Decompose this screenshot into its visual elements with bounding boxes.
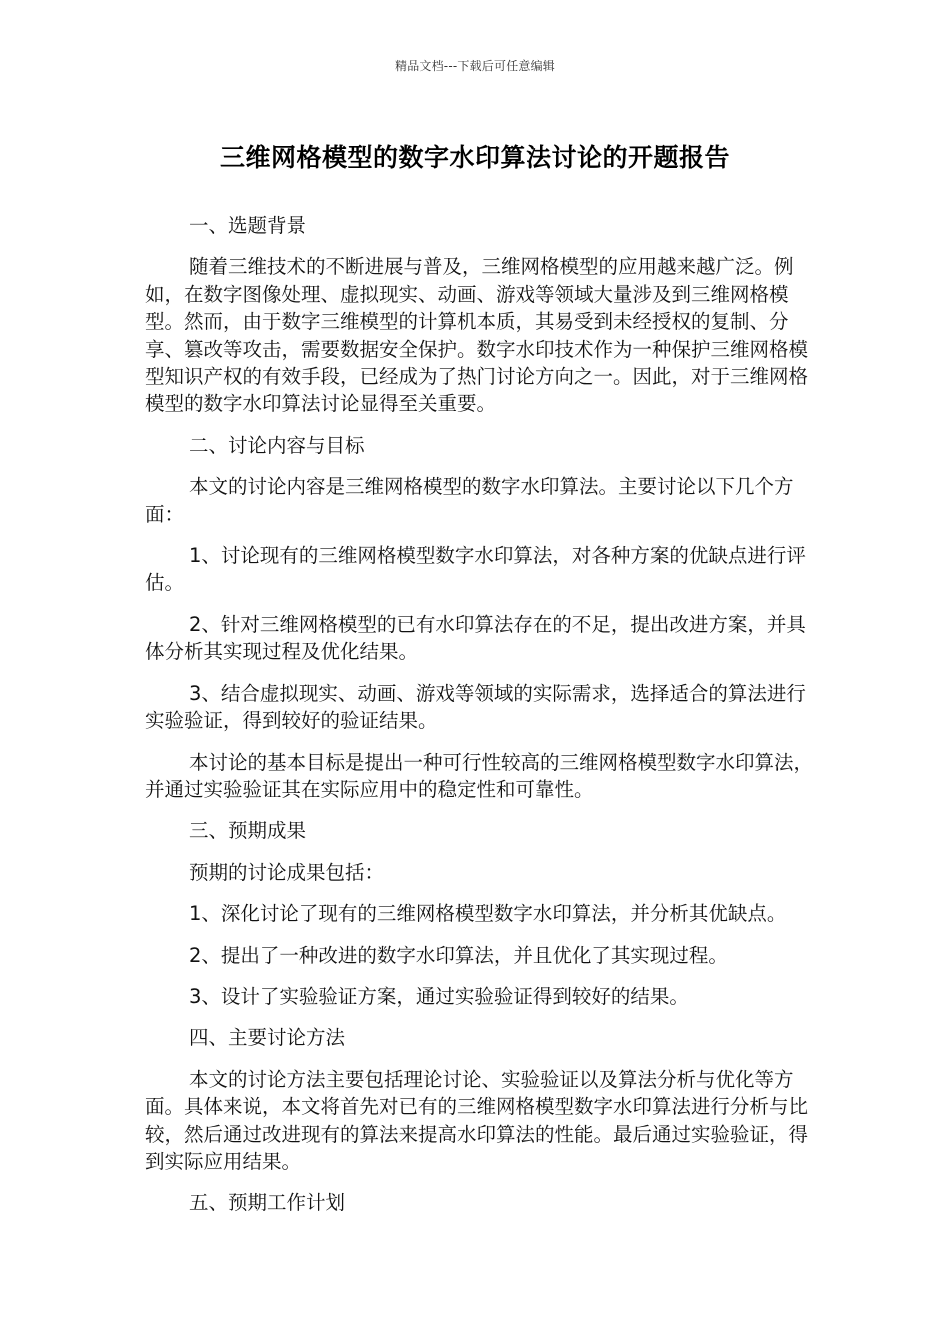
- section-heading-expected-results: 三、预期成果: [189, 819, 307, 843]
- paragraph-background: 随着三维技术的不断进展与普及，三维网格模型的应用越来越广泛。例如，在数字图像处理、虚拟现实、动画、游戏等领域大量涉及到三维网格模型。然而，由于数字三维模型的计算机本质，其易受到未经授权的复制、分享、篡改等攻击，需要数据安全保护。数字水印技术作为一种保护三维网格模型知识产权的有效手段，已经成为了热门讨论方向之一。因此，对于三维网格模型的数字水印算法讨论显得至关重要。: [145, 255, 809, 416]
- document-title: 三维网格模型的数字水印算法讨论的开题报告: [219, 143, 730, 172]
- list-item-content-3: 3、结合虚拟现实、动画、游戏等领域的实际需求，选择适合的算法进行实验验证，得到较好的验证结果。: [145, 681, 806, 733]
- list-item-result-3: 3、设计了实验验证方案，通过实验验证得到较好的结果。: [189, 984, 689, 1008]
- page-header: 精品文档---下载后可任意编辑: [395, 59, 555, 73]
- paragraph-content-intro: 本文的讨论内容是三维网格模型的数字水印算法。主要讨论以下几个方面：: [145, 475, 794, 526]
- document-body: [145, 212, 817, 1231]
- paragraph-methods: 本文的讨论方法主要包括理论讨论、实验验证以及算法分析与优化等方面。具体来说，本文将首先对已有的三维网格模型数字水印算法进行分析与比较，然后通过改进现有的算法来提高水印算法的性能。最后通过实验验证，得到实际应用结果。: [145, 1067, 809, 1173]
- section-heading-background: 一、选题背景: [189, 214, 307, 237]
- paragraph-results-intro: 预期的讨论成果包括：: [189, 860, 385, 884]
- list-item-result-2: 2、提出了一种改进的数字水印算法，并且优化了其实现过程。: [189, 943, 728, 967]
- section-heading-work-plan: 五、预期工作计划: [189, 1191, 346, 1215]
- list-item-content-2: 2、针对三维网格模型的已有水印算法存在的不足，提出改进方案，并具体分析其实现过程及优化结果。: [145, 612, 806, 664]
- section-heading-methods: 四、主要讨论方法: [189, 1026, 346, 1050]
- paragraph-basic-goal: 本讨论的基本目标是提出一种可行性较高的三维网格模型数字水印算法，并通过实验验证其在实际应用中的稳定性和可靠性。: [145, 750, 814, 801]
- list-item-content-1: 1、讨论现有的三维网格模型数字水印算法，对各种方案的优缺点进行评估。: [145, 544, 806, 595]
- list-item-result-1: 1、深化讨论了现有的三维网格模型数字水印算法，并分析其优缺点。: [189, 902, 787, 926]
- section-heading-content-goals: 二、讨论内容与目标: [189, 433, 365, 457]
